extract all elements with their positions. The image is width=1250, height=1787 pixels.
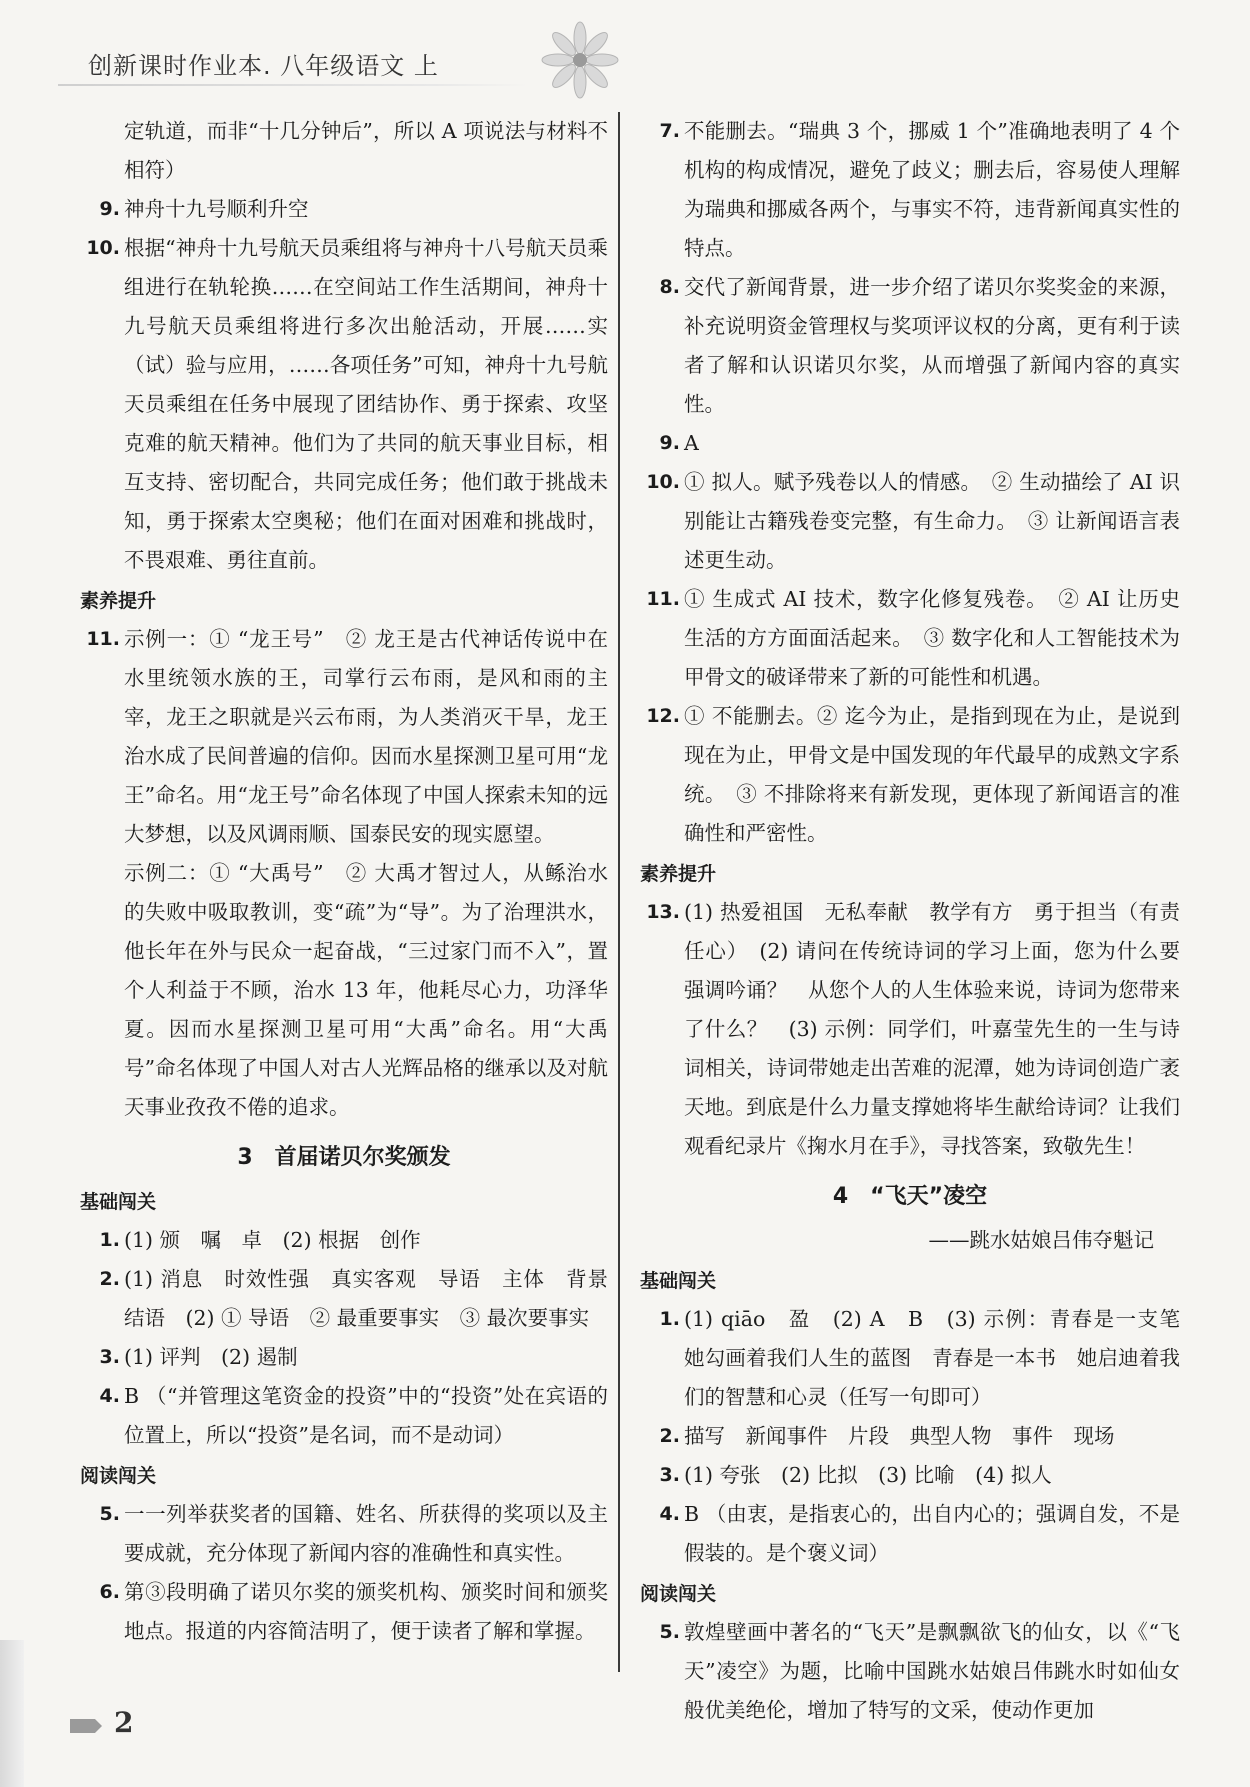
answer-item [80,1377,608,1455]
answer-item [80,1338,608,1377]
item-text: (1) 颁 嘱 卓 (2) 根据 创作 [124,1228,421,1252]
item-text: 敦煌壁画中著名的“飞天”是飘飘欲飞的仙女，以《“飞天”凌空》为题，比喻中国跳水姑娘吕伟跳水时如仙女般优美绝伦，增加了特写的文采，使动作更加 [684,1620,1180,1722]
flower-icon [540,20,620,100]
column-divider [618,112,620,1672]
lesson-title: 3 首届诺贝尔奖颁发 [237,1145,451,1170]
item-text: (1) 评判 (2) 遏制 [124,1345,298,1369]
answer-item [640,112,1180,268]
item-number: 8. [659,276,680,298]
item-number: 3. [99,1346,120,1368]
answer-item [640,424,1180,463]
answer-item [640,268,1180,424]
item-text: 示例二：① “大禹号” ② 大禹才智过人，从鲧治水的失败中吸取教训，变“疏”为“导”。为了治理洪水，他长年在外与民众一起奋战，“三过家门而不入”，置个人利益于不顾，治水 13 年，他耗尽心力，功泽华夏。因而水星探测卫星可用“大禹”命名。用“大禹号”命名体现了中国人对古人光辉品格的继承以及对航天事业孜孜不倦的追求。 [124,861,608,1119]
item-text: B （由衷，是指衷心的，出自内心的；强调自发，不是假装的。是个褒义词） [684,1502,1180,1565]
item-text: (1) 夸张 (2) 比拟 (3) 比喻 (4) 拟人 [684,1463,1052,1487]
answer-item [80,1495,608,1573]
item-text: 示例一：① “龙王号” ② 龙王是古代神话传说中在水里统领水族的王，司掌行云布雨，是风和雨的主宰，龙王之职就是兴云布雨，为人类消灭干旱，龙王治水成了民间普遍的信仰。因而水星探测卫星可用“龙王”命名。用“龙王号”命名体现了中国人探索未知的远大梦想，以及风调雨顺、国泰民安的现实愿望。 [124,627,608,846]
item-number: 6. [99,1581,120,1603]
arrow-icon [70,1719,102,1733]
item-number: 12. [646,705,680,727]
item-number: 1. [659,1308,680,1330]
item-text: 根据“神舟十九号航天员乘组将与神舟十八号航天员乘组进行在轨轮换……在空间站工作生活期间，神舟十九号航天员乘组将进行多次出舱活动，开展……实（试）验与应用，……各项任务”可知，神舟十九号航天员乘组在任务中展现了团结协作、勇于探索、攻坚克难的航天精神。他们为了共同的航天事业目标，相互支持、密切配合，共同完成任务；他们敢于挑战未知，勇于探索太空奥秘；他们在面对困难和挑战时，不畏艰难、勇往直前。 [124,236,608,572]
item-number: 9. [659,432,680,454]
item-text: 定轨道，而非“十几分钟后”，所以 A 项说法与材料不相符） [124,119,608,182]
answer-item [80,1221,608,1260]
answer-item [640,1613,1180,1730]
answer-item [80,854,608,1127]
item-number: 5. [99,1503,120,1525]
item-text: 交代了新闻背景，进一步介绍了诺贝尔奖奖金的来源，补充说明资金管理权与奖项评议权的分离，更有利于读者了解和认识诺贝尔奖，从而增强了新闻内容的真实性。 [684,275,1180,416]
item-number: 1. [99,1229,120,1251]
item-number: 13. [646,901,680,923]
answer-item [80,1260,629,1338]
section-label: 阅读闯关 [640,1583,717,1605]
page-corner [0,1640,24,1787]
item-number: 11. [86,628,120,650]
item-text: 神舟十九号顺利升空 [124,197,309,221]
left-column [80,112,629,1651]
item-text: B （“并管理这笔资金的投资”中的“投资”处在宾语的位置上，所以“投资”是名词，而不是动词） [124,1384,608,1447]
answer-item [640,1495,1180,1573]
answer-item [640,1417,1180,1456]
right-column [640,112,1201,1730]
book-title: 创新课时作业本. 八年级语文 上 [88,52,439,80]
item-text: 一一列举获奖者的国籍、姓名、所获得的奖项以及主要成就，充分体现了新闻内容的准确性和真实性。 [124,1502,608,1565]
answer-item [80,112,608,190]
page-number-text: 2 [114,1706,134,1739]
answer-item [640,463,1180,580]
item-text: 第③段明确了诺贝尔奖的颁奖机构、颁奖时间和颁奖地点。报道的内容简洁明了，便于读者了解和掌握。 [124,1580,608,1643]
item-number: 11. [646,588,680,610]
answer-item [80,620,608,854]
header-rule [58,84,528,86]
item-text: ① 拟人。赋予残卷以人的情感。 ② 生动描绘了 AI 识别能让古籍残卷变完整，有生命力。 ③ 让新闻语言表述更生动。 [684,470,1180,572]
item-number: 10. [86,237,120,259]
item-text: 描写 新闻事件 片段 典型人物 事件 现场 [684,1424,1115,1448]
item-number: 10. [646,471,680,493]
item-text: (1) 热爱祖国 无私奉献 教学有方 勇于担当（有责任心） (2) 请问在传统诗词的学习上面，您为什么要强调吟诵？ 从您个人的人生体验来说，诗词为您带来了什么？ (3) 示例：同学们，叶嘉莹先生的一生与诗词相关，诗词带她走出苦难的泥潭，她为诗词创造广袤天地。到底是什么力量支撑她将毕生献给诗词？让我们观看纪录片《掬水月在手》，寻找答案，致敬先生！ [684,900,1180,1158]
answer-item [640,580,1180,697]
item-text: ① 不能删去。② 迄今为止，是指到现在为止，是说到现在为止，甲骨文是中国发现的年代最早的成熟文字系统。 ③ 不排除将来有新发现，更体现了新闻语言的准确性和严密性。 [684,704,1180,845]
item-number: 4. [99,1385,120,1407]
page-header [58,40,518,88]
item-text: A [684,431,699,455]
item-text: (1) 消息 时效性强 真实客观 导语 主体 背景 结语 (2) ① 导语 ② 最重要事实 ③ 最次要事实 [124,1267,629,1330]
answer-item [640,1300,1201,1417]
lesson-title: 4 “飞天”凌空 [832,1184,988,1209]
item-number: 3. [659,1464,680,1486]
item-number: 9. [99,198,120,220]
item-number: 5. [659,1621,680,1643]
section-label: 素养提升 [640,863,717,885]
item-number: 2. [659,1425,680,1447]
section-label: 基础闯关 [80,1191,157,1213]
section-label: 基础闯关 [640,1270,717,1292]
answer-item [640,893,1180,1166]
item-text: 不能删去。“瑞典 3 个，挪威 1 个”准确地表明了 4 个机构的构成情况，避免了歧义；删去后，容易使人理解为瑞典和挪威各两个，与事实不符，违背新闻真实性的特点。 [684,119,1180,260]
item-number: 7. [659,120,680,142]
lesson-subtitle: ——跳水姑娘吕伟夺魁记 [928,1228,1154,1252]
item-number: 2. [99,1268,120,1290]
answer-item [640,697,1180,853]
item-text: (1) qiāo 盈 (2) A B (3) 示例：青春是一支笔 她勾画着我们人生的蓝图 青春是一本书 她启迪着我们的智慧和心灵（任写一句即可） [684,1307,1201,1409]
answer-item [640,1456,1180,1495]
item-text: ① 生成式 AI 技术，数字化修复残卷。 ② AI 让历史生活的方方面面活起来。 ③ 数字化和人工智能技术为甲骨文的破译带来了新的可能性和机遇。 [684,587,1180,689]
answer-item [80,190,608,229]
answer-item [80,229,608,580]
answer-item [80,1573,608,1651]
item-number: 4. [659,1503,680,1525]
section-label: 阅读闯关 [80,1465,157,1487]
section-label: 素养提升 [80,590,157,612]
